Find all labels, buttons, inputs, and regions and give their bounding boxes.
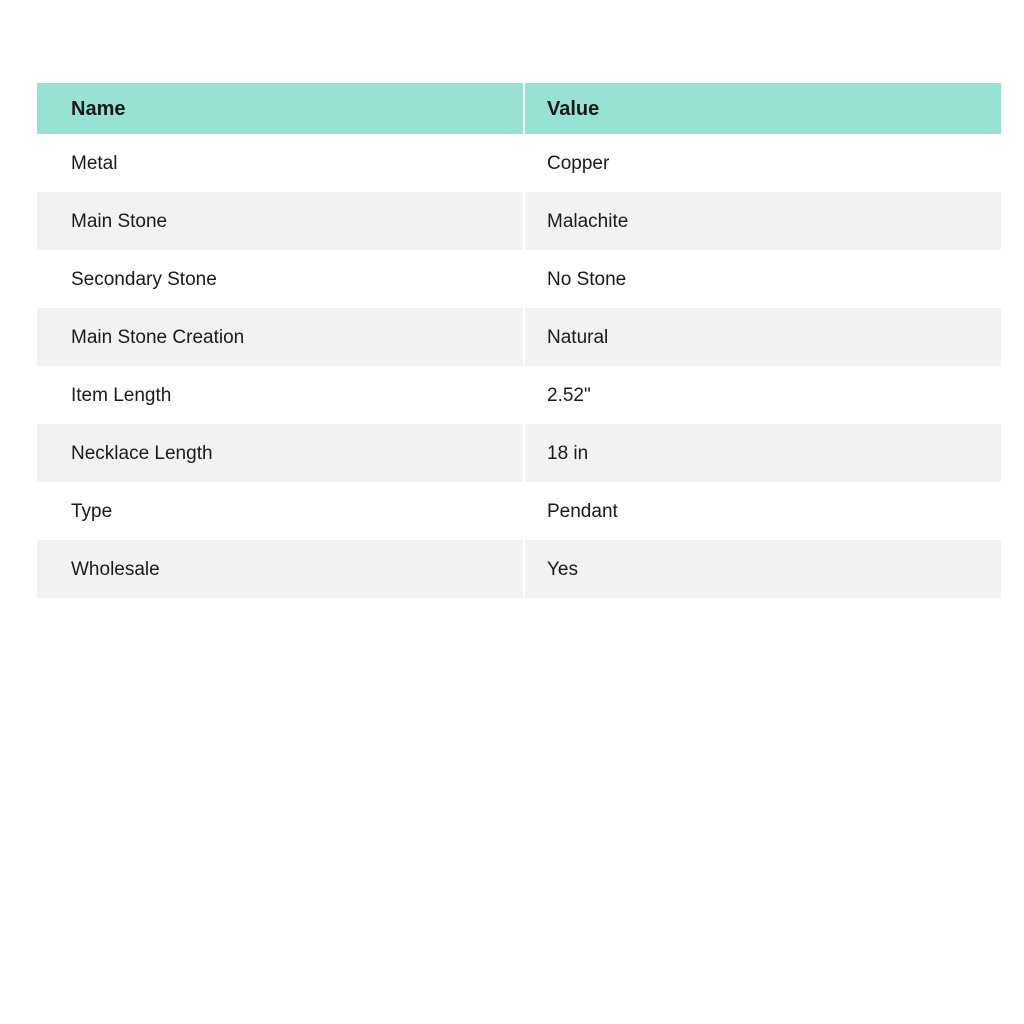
table-row [37,308,1001,366]
table-header-name: Name [37,83,525,134]
row-name-cell: Main Stone [37,192,525,250]
table-row [37,366,1001,424]
row-name-cell: Metal [37,134,525,192]
table-row [37,192,1001,250]
row-name-cell: Main Stone Creation [37,308,525,366]
row-name-cell: Item Length [37,366,525,424]
row-name-cell: Type [37,482,525,540]
row-name-cell: Necklace Length [37,424,525,482]
table-header-row [37,83,1001,134]
product-spec-table [37,83,1001,598]
table-row [37,540,1001,598]
table-row [37,250,1001,308]
row-value-cell: Copper [525,134,1001,192]
table-row [37,424,1001,482]
table-row [37,134,1001,192]
row-value-cell: Natural [525,308,1001,366]
row-value-cell: 18 in [525,424,1001,482]
row-value-cell: Malachite [525,192,1001,250]
row-value-cell: Yes [525,540,1001,598]
table-row [37,482,1001,540]
row-value-cell: 2.52" [525,366,1001,424]
row-name-cell: Wholesale [37,540,525,598]
row-name-cell: Secondary Stone [37,250,525,308]
table-header-value: Value [525,83,1001,134]
row-value-cell: No Stone [525,250,1001,308]
row-value-cell: Pendant [525,482,1001,540]
